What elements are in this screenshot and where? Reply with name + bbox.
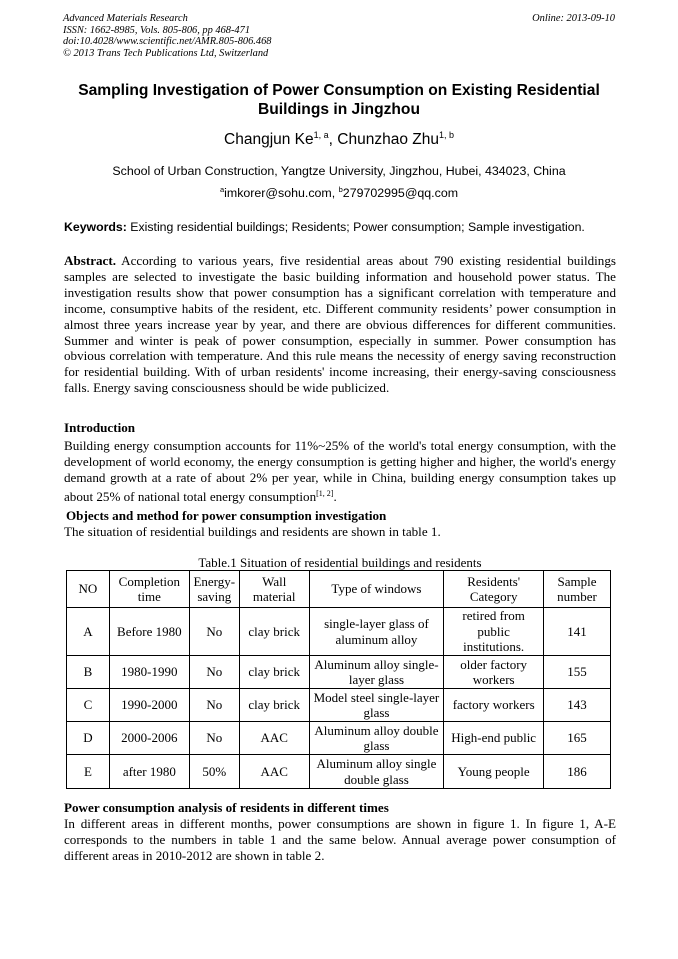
table-row [67,656,611,689]
email-line [60,185,618,200]
table-header-cell: Residents' Category [444,571,544,608]
author-affil-mark: 1, b [438,130,454,140]
journal-meta [63,13,271,59]
table-header-cell: Completion time [109,571,189,608]
citation-ref[interactable]: [1, 2] [316,488,334,498]
table-cell: Model steel single-layer glass [309,689,444,722]
author-line [60,130,618,149]
table-cell: 186 [544,755,611,789]
table-row [67,722,611,755]
introduction-text: Building energy consumption accounts for 11%~25% of the world's total energy consumption, with the development of world economy, the energy consumption is getting higher and higher, the world's energy demand growth at a rate of about 2% per year, while in China, building energy consumption takes up about 25% of national total energy consumption [64,438,616,504]
table-row [67,755,611,789]
online-date: Online: 2013-09-10 [532,13,615,24]
abstract [64,253,616,396]
power-paragraph: In different areas in different months, power consumptions are shown in figure 1. In figure 1, A-E corresponds to the numbers in table 1 and the same below. Annual average power consumption of different areas in 2010-2012 are shown in table 2. [64,816,616,863]
keywords [64,220,616,234]
affiliation: School of Urban Construction, Yangtze University, Jingzhou, Hubei, 434023, China [112,164,566,178]
table-cell: No [189,722,239,755]
table-cell: No [189,656,239,689]
table-cell: factory workers [444,689,544,722]
table-cell: D [67,722,110,755]
table-cell: 165 [544,722,611,755]
table-cell: Before 1980 [109,608,189,656]
keywords-label: Keywords: [64,220,127,234]
table-cell: clay brick [239,608,309,656]
table-cell: 143 [544,689,611,722]
power-heading: Power consumption analysis of residents in different times [64,800,389,815]
table-header-cell: Sample number [544,571,611,608]
table-cell: single-layer glass of aluminum alloy [309,608,444,656]
author-separator: , [328,131,338,148]
copyright-line: © 2013 Trans Tech Publications Ltd, Switzerland [63,47,269,59]
table-cell: 141 [544,608,611,656]
table-cell: clay brick [239,689,309,722]
table-cell: 2000-2006 [109,722,189,755]
email-mark: b [338,185,343,194]
doi-line: doi:10.4028/www.scientific.net/AMR.805-806.468 [63,36,272,48]
table-cell: Young people [444,755,544,789]
table-cell: 155 [544,656,611,689]
keywords-text: Existing residential buildings; Residents; Power consumption; Sample investigation. [126,220,585,234]
table-cell: E [67,755,110,789]
email-mark: a [219,185,225,194]
email-link[interactable]: 279702995@qq.com [342,186,459,200]
table-header-cell: Energy-saving [189,571,239,608]
table-cell: 1990-2000 [109,689,189,722]
sentence-end: . [333,488,337,504]
table-cell: older factory workers [444,656,544,689]
journal-name: Advanced Materials Research [63,13,188,24]
objects-heading: Objects and method for power consumption investigation [66,508,387,523]
abstract-text: According to various years, five residential areas about 790 existing residential buildings samples are selected to investigate the basic building information and household power status. The investigation results show that power consumption has a significant correlation with temperature and income, consumptive habits of the resident, etc. Different community residents’ power consumption in almost three years increase year by year, and there are obvious differences for different communities. Summer and winter is peak of power consumption, especially in summer. Power consumption has obvious correlation with temperature. And this rule means the necessity of energy saving reconstruction for residential building. With of urban residents' income increasing, their energy-saving consciousness falls. Energy saving consciousness should be wide publicized. [64,253,616,396]
table-row [67,689,611,722]
table-cell: AAC [239,755,309,789]
paper-title: Sampling Investigation of Power Consumption on Existing Residential Buildings in Jingzhou [78,82,600,118]
email-separator: , [331,186,339,200]
table-cell: A [67,608,110,656]
objects-paragraph: The situation of residential buildings and residents are shown in table 1. [64,524,441,539]
table-cell: Aluminum alloy single double glass [309,755,444,789]
table-caption: Table.1 Situation of residential buildings and residents [198,555,482,570]
author-name: Changjun Ke [224,131,314,148]
table-cell: after 1980 [109,755,189,789]
table-header-cell: NO [67,571,110,608]
table-cell: B [67,656,110,689]
table-row [67,608,611,656]
table-cell: 50% [189,755,239,789]
author-name: Chunzhao Zhu [337,131,439,148]
table-cell: No [189,608,239,656]
table-cell: AAC [239,722,309,755]
author-affil-mark: 1, a [313,130,329,140]
issn-line: ISSN: 1662-8985, Vols. 805-806, pp 468-471 [63,24,251,36]
table-cell: clay brick [239,656,309,689]
abstract-label: Abstract. [64,253,116,268]
table-cell: retired from public institutions. [444,608,544,656]
table-cell: 1980-1990 [109,656,189,689]
residential-table [66,570,611,789]
table-header-cell: Type of windows [309,571,444,608]
introduction-heading: Introduction [64,420,136,435]
table-cell: Aluminum alloy double glass [309,722,444,755]
introduction-paragraph [64,438,616,505]
table-header-cell: Wall material [239,571,309,608]
table-cell: High-end public [444,722,544,755]
table-cell: No [189,689,239,722]
table-cell: C [67,689,110,722]
table-header-row [67,571,611,608]
email-link[interactable]: imkorer@sohu.com [224,186,332,200]
table-cell: Aluminum alloy single-layer glass [309,656,444,689]
